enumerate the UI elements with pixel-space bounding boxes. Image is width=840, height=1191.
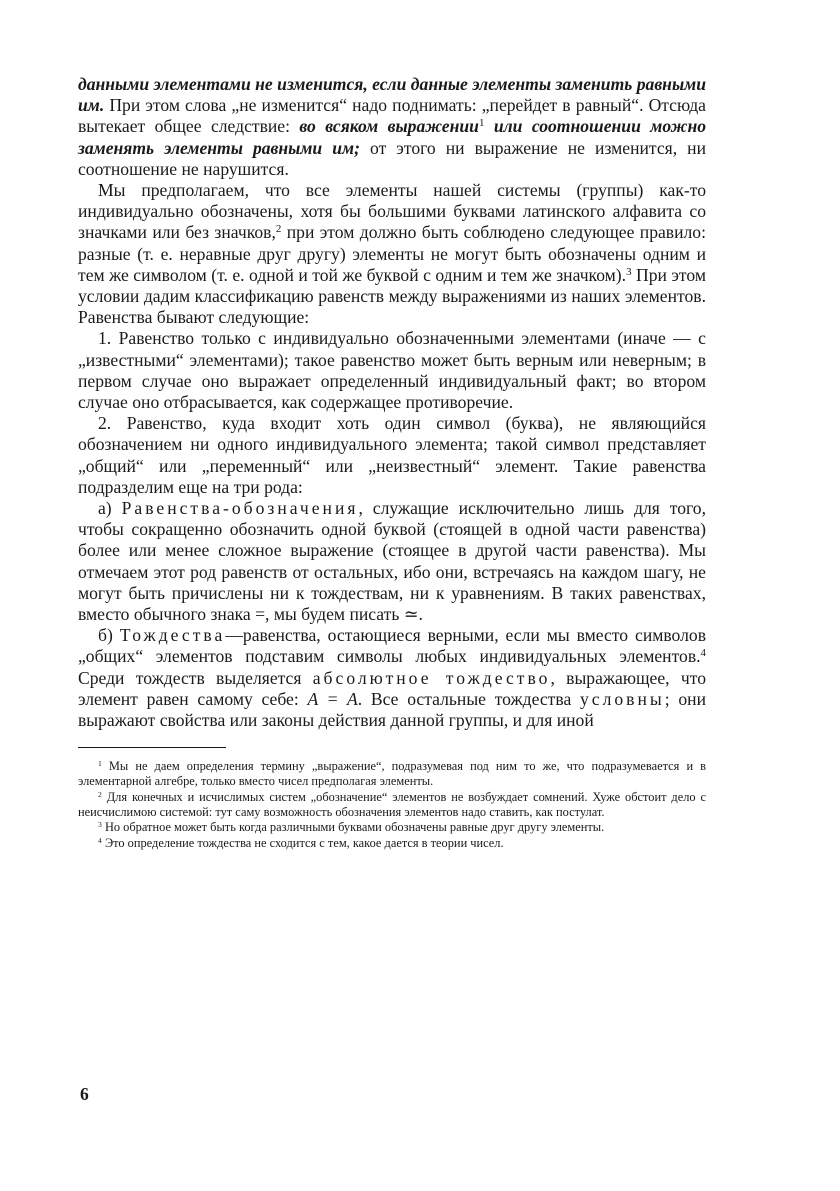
main-text	[78, 74, 706, 731]
footnote-divider	[78, 747, 226, 748]
footnote-3: $^3$ Но обратное может быть когда различными буквами обозначены равные друг другу элементы.	[98, 820, 605, 835]
footnote-2: $^2$ Для конечных и исчислимых систем „обозначение“ элементов не возбуждает сомнений. Хуже обстоит дело с неисчислимою системой: тут саму возможность обозначения элементов надо ставить, как постулат.	[78, 789, 706, 819]
paragraph-3: 1. Равенство только с индивидуально обозначенными элементами (иначе — с „известными“ элементами); такое равенство может быть верным или неверным; в первом случае оно выражает определенный индивидуальный факт; во втором случае оно отбрасывается, как содержащее противоречие.	[78, 328, 706, 413]
paragraph-1: данными элементами не изменится, если данные элементы заменить равными им. При этом слова „не изменится“ надо поднимать: „перейдет в равный“. Отсюда вытекает общее следствие: во всяком выражении$^1$ или соотношении можно заменять элементы равными им; от этого ни выражение не изменится, ни соотношение не нарушится.	[78, 74, 707, 179]
footnotes	[78, 759, 706, 851]
footnote-1: $^1$ Мы не даем определения термину „выражение“, подразумевая под ним то же, что подразумевается и в элементарной алгебре, только вместо чисел предполагая элементы.	[78, 759, 706, 789]
paragraph-6: б) Тождества—равенства, остающиеся верными, если мы вместо символов „общих“ элементов подставим символы любых индивидуальных элементов.$^4$ Среди тождеств выделяется абсолютное тождество, выражающее, что элемент равен самому себе: A = A. Все остальные тождества условны; они выражают свойства или законы действия данной группы, и для иной	[78, 625, 707, 731]
page-content	[78, 74, 706, 852]
paragraph-4: 2. Равенство, куда входит хоть один символ (буква), не являющийся обозначением ни одного индивидуального элемента; такой символ представляет „общий“ или „переменный“ или „неизвестный“ элемент. Такие равенства подразделим еще на три рода:	[78, 413, 706, 497]
page-number: 6	[80, 1084, 89, 1104]
paragraph-5: а) Равенства-обозначения, служащие исключительно лишь для того, чтобы сокращенно обозначить одной буквой (стоящей в одной части равенства) более или менее сложное выражение (стоящее в другой части равенства). Мы отмечаем этот род равенств от остальных, ибо они, встречаясь на каждом шагу, не могут быть причислены ни к тождествам, ни к уравнениям. В таких равенствах, вместо обычного знака =, мы будем писать ≃.	[78, 498, 706, 625]
footnote-4: $^4$ Это определение тождества не сходится с тем, какое дается в теории чисел.	[98, 836, 504, 851]
paragraph-2: Мы предполагаем, что все элементы нашей системы (группы) как-то индивидуально обозначены, хотя бы большими буквами латинского алфавита со значками или без значков,$^2$ при этом должно быть соблюдено следующее правило: разные (т. е. неравные друг другу) элементы не могут быть обозначены одним и тем же символом (т. е. одной и той же буквой с одним и тем же значком).$^3$ При этом условии дадим классификацию равенств между выражениями из наших элементов. Равенства бывают следующие:	[78, 180, 706, 328]
